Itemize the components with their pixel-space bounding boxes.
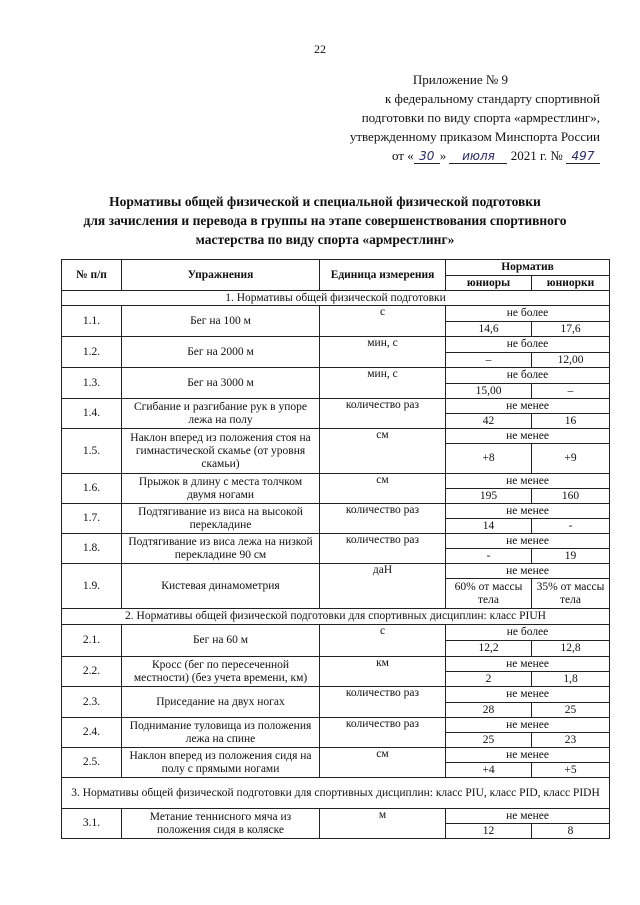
section-title: 2. Нормативы общей физической подготовки для спортивных дисциплин: класс PIUH xyxy=(62,609,610,625)
row-num: 1.4. xyxy=(62,399,122,429)
header-juniors-m: юниоры xyxy=(446,276,532,291)
table-row xyxy=(62,657,610,672)
table-row xyxy=(62,429,610,444)
value-juniors-m: 25 xyxy=(446,733,532,748)
value-juniors-m: 2 xyxy=(446,672,532,687)
row-num: 1.5. xyxy=(62,429,122,474)
table-row xyxy=(62,718,610,733)
table-row xyxy=(62,474,610,489)
value-juniors-f: 35% от массы тела xyxy=(532,579,610,609)
date-year: 2021 г. № xyxy=(510,148,563,163)
row-condition: не менее xyxy=(446,564,610,579)
table-row xyxy=(62,306,610,322)
section-title: 1. Нормативы общей физической подготовки xyxy=(62,291,610,306)
row-condition: не менее xyxy=(446,687,610,703)
table-body xyxy=(62,291,610,839)
table-row xyxy=(62,534,610,549)
appendix-date-line xyxy=(270,146,600,165)
row-condition: не менее xyxy=(446,809,610,824)
row-exercise: Кистевая динамометрия xyxy=(122,564,320,609)
row-num: 1.6. xyxy=(62,474,122,504)
date-day: 30 xyxy=(414,149,440,164)
page-number: 22 xyxy=(314,42,326,56)
value-juniors-f: 16 xyxy=(532,414,610,429)
header-unit: Единица измерения xyxy=(320,260,446,291)
value-juniors-f: 160 xyxy=(532,489,610,504)
section-row xyxy=(62,609,610,625)
row-unit: см xyxy=(320,429,446,474)
value-juniors-f: 19 xyxy=(532,549,610,564)
section-row xyxy=(62,778,610,809)
row-condition: не менее xyxy=(446,504,610,519)
row-condition: не менее xyxy=(446,534,610,549)
value-juniors-m: 14 xyxy=(446,519,532,534)
row-condition: не менее xyxy=(446,399,610,414)
value-juniors-m: 12 xyxy=(446,824,532,839)
row-exercise: Подтягивание из виса на высокой перекладине xyxy=(122,504,320,534)
value-juniors-f: 25 xyxy=(532,703,610,718)
row-condition: не менее xyxy=(446,657,610,672)
title-line-1: Нормативы общей физической и специальной физической подготовки xyxy=(109,194,541,209)
row-unit: с xyxy=(320,625,446,657)
norms-table xyxy=(61,259,610,839)
table-row xyxy=(62,809,610,824)
row-condition: не менее xyxy=(446,429,610,444)
value-juniors-m: 12,2 xyxy=(446,641,532,657)
row-num: 2.3. xyxy=(62,687,122,718)
document-title xyxy=(60,192,590,249)
row-exercise: Бег на 3000 м xyxy=(122,368,320,399)
value-juniors-f: +9 xyxy=(532,444,610,474)
row-exercise: Наклон вперед из положения стоя на гимнастической скамье (от уровня скамьи) xyxy=(122,429,320,474)
date-mid: » xyxy=(439,148,447,163)
row-num: 3.1. xyxy=(62,809,122,839)
row-exercise: Наклон вперед из положения сидя на полу с прямыми ногами xyxy=(122,748,320,778)
row-exercise: Бег на 100 м xyxy=(122,306,320,337)
row-exercise: Бег на 60 м xyxy=(122,625,320,657)
value-juniors-f: 12,00 xyxy=(532,353,610,368)
table-row xyxy=(62,564,610,579)
table-row xyxy=(62,687,610,703)
row-exercise: Прыжок в длину с места толчком двумя ногами xyxy=(122,474,320,504)
row-num: 1.9. xyxy=(62,564,122,609)
row-unit: км xyxy=(320,657,446,687)
value-juniors-m: - xyxy=(446,549,532,564)
value-juniors-f: - xyxy=(532,519,610,534)
row-condition: не более xyxy=(446,337,610,353)
value-juniors-m: 195 xyxy=(446,489,532,504)
row-num: 1.7. xyxy=(62,504,122,534)
header-norm: Норматив xyxy=(446,260,610,276)
appendix-block xyxy=(270,70,600,165)
row-unit: мин, с xyxy=(320,368,446,399)
date-prefix: от « xyxy=(391,148,414,163)
row-unit: количество раз xyxy=(320,687,446,718)
row-exercise: Метание теннисного мяча из положения сидя в коляске xyxy=(122,809,320,839)
title-line-3: мастерства по виду спорта «армрестлинг» xyxy=(195,232,455,247)
row-unit: см xyxy=(320,474,446,504)
appendix-line-2: к федеральному стандарту спортивной xyxy=(384,91,600,106)
row-unit: м xyxy=(320,809,446,839)
table-row xyxy=(62,399,610,414)
row-exercise: Кросс (бег по пересеченной местности) (без учета времени, км) xyxy=(122,657,320,687)
value-juniors-f: 17,6 xyxy=(532,322,610,337)
appendix-line-3: подготовки по виду спорта «армрестлинг», xyxy=(361,110,600,125)
table-row xyxy=(62,368,610,384)
section-row xyxy=(62,291,610,306)
table-row xyxy=(62,748,610,763)
value-juniors-f: 8 xyxy=(532,824,610,839)
row-unit: количество раз xyxy=(320,504,446,534)
row-unit: количество раз xyxy=(320,534,446,564)
value-juniors-f: 23 xyxy=(532,733,610,748)
value-juniors-f: 1,8 xyxy=(532,672,610,687)
value-juniors-m: +8 xyxy=(446,444,532,474)
row-num: 1.3. xyxy=(62,368,122,399)
value-juniors-m: 15,00 xyxy=(446,384,532,399)
row-unit: количество раз xyxy=(320,718,446,748)
row-num: 1.8. xyxy=(62,534,122,564)
value-juniors-m: +4 xyxy=(446,763,532,778)
row-condition: не менее xyxy=(446,474,610,489)
row-num: 1.2. xyxy=(62,337,122,368)
row-exercise: Сгибание и разгибание рук в упоре лежа на полу xyxy=(122,399,320,429)
row-unit: даН xyxy=(320,564,446,609)
table-row xyxy=(62,337,610,353)
value-juniors-m: – xyxy=(446,353,532,368)
table-row xyxy=(62,504,610,519)
row-condition: не более xyxy=(446,306,610,322)
row-exercise: Приседание на двух ногах xyxy=(122,687,320,718)
date-month: июля xyxy=(449,149,507,164)
appendix-title: Приложение № 9 xyxy=(412,72,508,87)
value-juniors-m: 60% от массы тела xyxy=(446,579,532,609)
value-juniors-m: 28 xyxy=(446,703,532,718)
row-num: 2.2. xyxy=(62,657,122,687)
value-juniors-m: 14,6 xyxy=(446,322,532,337)
row-num: 2.1. xyxy=(62,625,122,657)
row-unit: мин, с xyxy=(320,337,446,368)
row-condition: не менее xyxy=(446,718,610,733)
value-juniors-f: 12,8 xyxy=(532,641,610,657)
row-num: 2.5. xyxy=(62,748,122,778)
row-unit: количество раз xyxy=(320,399,446,429)
row-unit: с xyxy=(320,306,446,337)
value-juniors-f: – xyxy=(532,384,610,399)
row-condition: не менее xyxy=(446,748,610,763)
row-exercise: Бег на 2000 м xyxy=(122,337,320,368)
row-condition: не более xyxy=(446,368,610,384)
value-juniors-m: 42 xyxy=(446,414,532,429)
value-juniors-f: +5 xyxy=(532,763,610,778)
header-juniors-f: юниорки xyxy=(532,276,610,291)
row-unit: см xyxy=(320,748,446,778)
order-number: 497 xyxy=(566,149,600,164)
row-num: 2.4. xyxy=(62,718,122,748)
section-title: 3. Нормативы общей физической подготовки для спортивных дисциплин: класс PIU, класс PID, класс PIDH xyxy=(62,778,610,809)
row-condition: не более xyxy=(446,625,610,641)
table-row xyxy=(62,625,610,641)
title-line-2: для зачисления и перевода в группы на этапе совершенствования спортивного xyxy=(83,213,567,228)
row-num: 1.1. xyxy=(62,306,122,337)
appendix-line-4: утвержденному приказом Минспорта России xyxy=(349,129,600,144)
header-exercise: Упражнения xyxy=(122,260,320,291)
row-exercise: Подтягивание из виса лежа на низкой перекладине 90 см xyxy=(122,534,320,564)
header-num: № п/п xyxy=(62,260,122,291)
row-exercise: Поднимание туловища из положения лежа на спине xyxy=(122,718,320,748)
